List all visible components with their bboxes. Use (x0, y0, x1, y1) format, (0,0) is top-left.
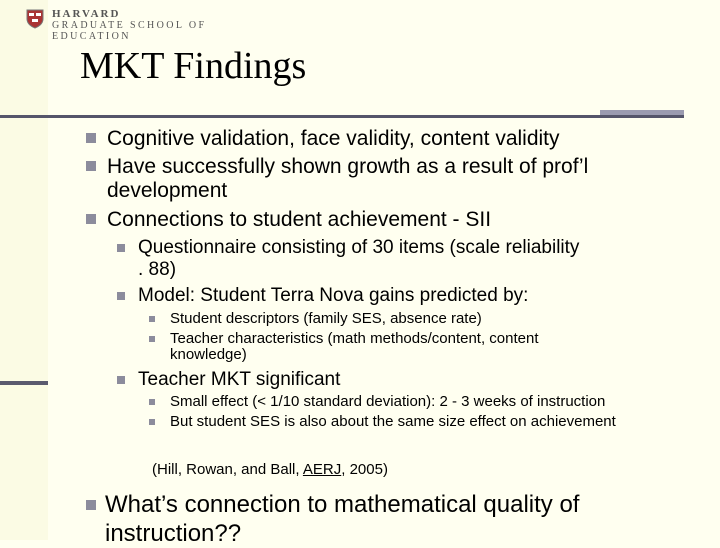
bullet-text: Connections to student achievement - SII (107, 208, 492, 231)
bullet-square-icon (86, 161, 96, 171)
sub-bullet-square-icon (117, 376, 125, 384)
bullet-text-line1: Have successfully shown growth as a result of prof’l (107, 155, 589, 178)
bullet-square-icon (86, 500, 96, 510)
sub-sub-bullet-square-icon (149, 336, 155, 342)
question-text-line1: What’s connection to mathematical quality of (105, 491, 580, 518)
citation (152, 461, 388, 478)
sub-bullet-text-line2: . 88) (138, 259, 177, 280)
mkt-bullet-text: Teacher MKT significant (138, 369, 341, 390)
logo-school-text: GRADUATE SCHOOL OF EDUCATION (52, 20, 207, 42)
bullet-text: Cognitive validation, face validity, content validity (107, 127, 560, 150)
sub-sub-bullet-square-icon (149, 316, 155, 322)
citation-journal: AERJ (302, 461, 342, 478)
citation-year: , 2005) (341, 461, 388, 478)
model-item-text-line1: Teacher characteristics (math methods/content, content (170, 330, 539, 347)
logo-harvard-text: HARVARD (52, 8, 121, 20)
mkt-item-text: But student SES is also about the same size effect on achievement (170, 413, 616, 430)
sub-sub-bullet-square-icon (149, 419, 155, 425)
slide-title: MKT Findings (80, 45, 307, 87)
model-item-text: Student descriptors (family SES, absence rate) (170, 310, 482, 327)
sub-bullet-square-icon (117, 292, 125, 300)
sub-bullet-text-line1: Questionnaire consisting of 30 items (scale reliability (138, 237, 580, 258)
bullet-square-icon (86, 214, 96, 224)
sub-bullet-square-icon (117, 244, 125, 252)
mkt-item-text: Small effect (< 1/10 standard deviation): 2 - 3 weeks of instruction (170, 393, 606, 410)
sub-sub-bullet-square-icon (149, 399, 155, 405)
bullet-square-icon (86, 133, 96, 143)
citation-authors: (Hill, Rowan, and Ball, (152, 461, 303, 478)
sub-bullet-text: Model: Student Terra Nova gains predicted by: (138, 285, 529, 306)
model-item-text-line2: knowledge) (170, 346, 247, 363)
question-text-line2: instruction?? (105, 520, 242, 547)
bullet-text-line2: development (107, 179, 228, 202)
